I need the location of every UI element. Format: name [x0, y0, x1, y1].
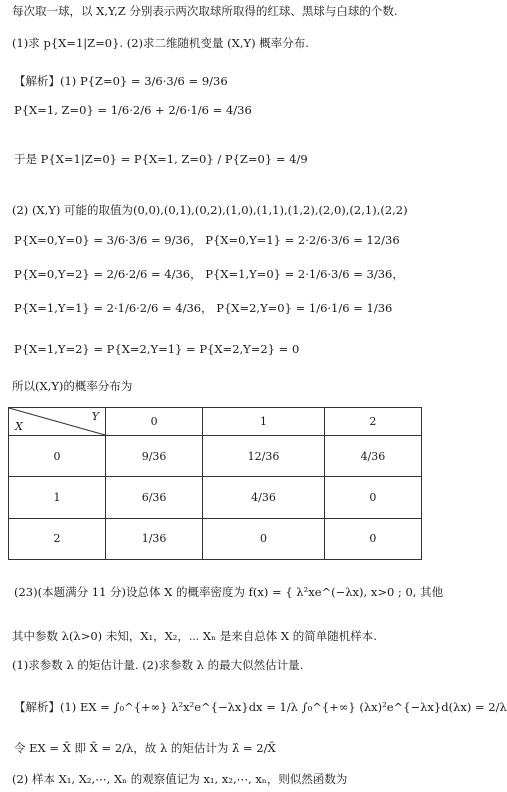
table-cell: 1/36	[106, 518, 203, 559]
joint-distribution-table	[8, 407, 422, 560]
solution-23-moment-estimator: 令 EX = X̄ 即 X̄ = 2/λ，故 λ 的矩估计为 λ̂ = 2/X̄	[14, 741, 276, 755]
table-cell: 6/36	[106, 477, 203, 518]
problem-23-parts: (1)求参数 λ 的矩估计量. (2)求参数 λ 的最大似然估计量.	[12, 658, 304, 672]
prob-line-4: P{X=1,Y=2} = P{X=2,Y=1} = P{X=2,Y=2} = 0	[14, 342, 300, 356]
table-cell: 4/36	[324, 436, 421, 477]
col-header: 2	[324, 408, 421, 436]
distribution-caption: 所以(X,Y)的概率分布为	[12, 379, 133, 393]
problem-23-sample: 其中参数 λ(λ>0) 未知，X₁，X₂，⋯ Xₙ 是来自总体 X 的简单随机样本.	[12, 629, 377, 643]
solution-23-expectation: 【解析】(1) EX = ∫₀^{+∞} λ²x²e^{−λx}dx = 1/λ ∫₀^{+∞} (λx)²e^{−λx}d(λx) = 2/λ	[14, 700, 507, 714]
table-cell: 0	[203, 518, 325, 559]
col-header: 1	[203, 408, 325, 436]
diagonal-line	[9, 408, 105, 435]
prob-line-3: P{X=1,Y=1} = 2·1/6·2/6 = 4/36， P{X=2,Y=0} = 1/6·1/6 = 1/36	[14, 301, 393, 315]
prob-line-2: P{X=0,Y=2} = 2/6·2/6 = 4/36， P{X=1,Y=0} = 2·1/6·3/6 = 3/36，	[14, 267, 404, 281]
header-x: X	[15, 420, 23, 433]
problem-23-density: (23)(本题满分 11 分)设总体 X 的概率密度为 f(x) = { λ²xe^(−λx), x>0 ; 0, 其他	[14, 585, 444, 599]
table-cell: 0	[324, 518, 421, 559]
header-y: Y	[91, 410, 99, 423]
table-corner-cell	[9, 408, 106, 436]
solution-part1-pz0: 【解析】(1) P{Z=0} = 3/6·3/6 = 9/36	[14, 74, 228, 88]
table-cell: 4/36	[203, 477, 325, 518]
table-cell: 9/36	[106, 436, 203, 477]
solution-part1-px1z0: P{X=1, Z=0} = 1/6·2/6 + 2/6·1/6 = 4/36	[14, 103, 252, 117]
table-row	[9, 518, 422, 559]
solution-part1-conditional: 于是 P{X=1|Z=0} = P{X=1, Z=0} / P{Z=0} = 4/9	[14, 152, 308, 166]
table-row	[9, 477, 422, 518]
row-header: 1	[9, 477, 106, 518]
table-header-row	[9, 408, 422, 436]
solution-part2-values: (2) (X,Y) 可能的取值为(0,0),(0,1),(0,2),(1,0),(1,1),(1,2),(2,0),(2,1),(2,2)	[12, 203, 408, 217]
problem-intro: 每次取一球，以 X,Y,Z 分别表示两次取球所取得的红球、黑球与白球的个数.	[12, 4, 398, 18]
question-parts: (1)求 p{X=1|Z=0}. (2)求二维随机变量 (X,Y) 概率分布.	[12, 36, 309, 50]
prob-line-1: P{X=0,Y=0} = 3/6·3/6 = 9/36， P{X=0,Y=1} = 2·2/6·3/6 = 12/36	[14, 233, 400, 247]
table-cell: 12/36	[203, 436, 325, 477]
row-header: 0	[9, 436, 106, 477]
table-row	[9, 436, 422, 477]
row-header: 2	[9, 518, 106, 559]
table-cell: 0	[324, 477, 421, 518]
col-header: 0	[106, 408, 203, 436]
solution-23-likelihood-intro: (2) 样本 X₁, X₂,⋯, Xₙ 的观察值记为 x₁, x₂,⋯, xₙ，则似然函数为	[12, 772, 348, 786]
